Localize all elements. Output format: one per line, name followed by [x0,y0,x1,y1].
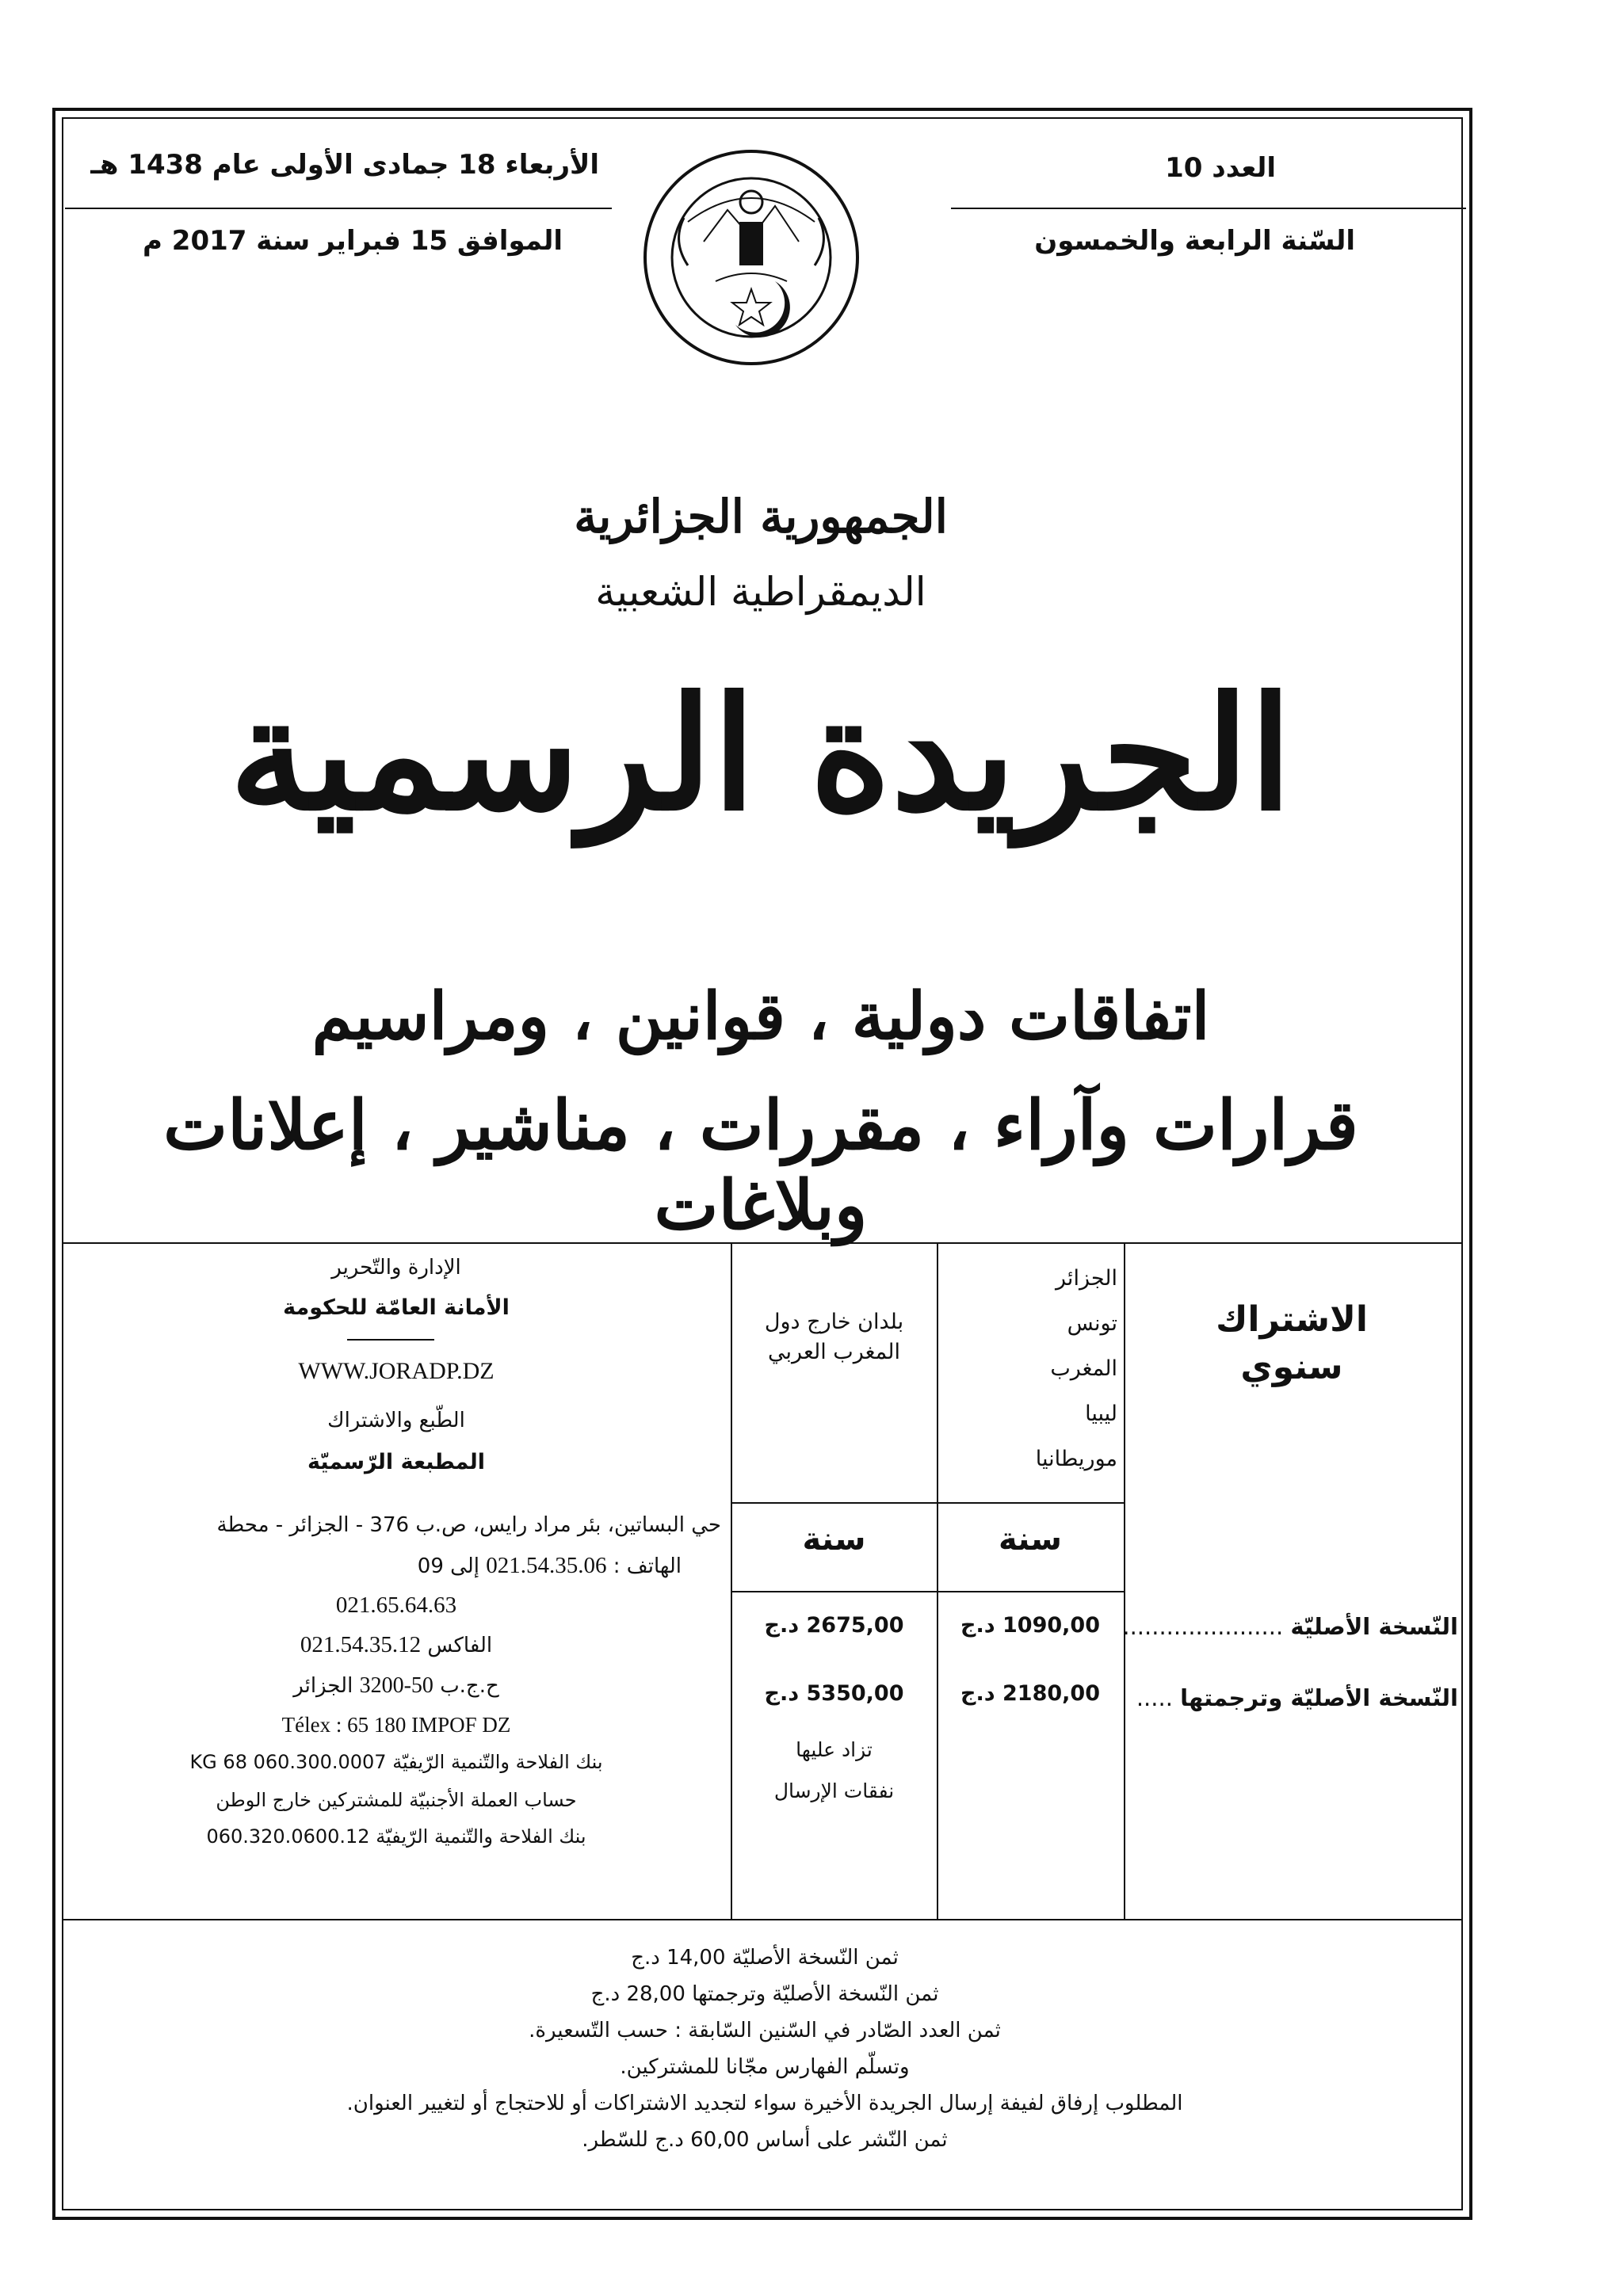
ccp-row [71,1673,721,1699]
main-title: الجريدة الرسمية [229,663,1293,845]
price-translation-foreign: 5350,00 د.ج [764,1681,904,1706]
ccp-label: ح.ج.ب [440,1674,499,1698]
phone-1: 021.54.35.06 [486,1553,607,1578]
original-copy-row [1122,1613,1458,1640]
admin-label: الإدارة والتّحرير [331,1256,461,1280]
hijri-date: الأربعاء 18 جمادى الأولى عام 1438 هـ [90,149,599,181]
footer-line: ثمن النّشر على أساس 60,00 د.ج للسّطر. [582,2128,948,2152]
original-copy-label: النّسخة الأصليّة [1290,1613,1458,1640]
footer-line: ثمن العدد الصّادر في السّنين السّابقة : حسب التّسعيرة. [529,2019,1001,2042]
year-row-top-rule [731,1502,1124,1504]
country-name: ليبيا [1085,1402,1117,1426]
phone-row [238,1553,682,1579]
republic-line-1: الجمهورية الجزائرية [574,490,948,543]
price-translation-maghreb: 2180,00 د.ج [960,1681,1100,1706]
year-header-maghreb: سنة [999,1521,1062,1558]
gregorian-date: الموافق 15 فبراير سنة 2017 م [143,225,563,257]
footer-line: ثمن النّسخة الأصليّة 14,00 د.ج [631,1946,899,1970]
maghreb-country-list [943,1256,1117,1482]
bank-account-2-label: حساب العملة الأجنبيّة للمشتركين خارج الوطن [216,1789,577,1811]
admin-divider [347,1339,434,1341]
phone-label: الهاتف : [613,1554,682,1578]
fax-number: 021.54.35.12 [300,1632,422,1657]
footer-line: المطلوب إرفاق لفيفة إرسال الجريدة الأخيرة سواء لتجديد الاشتراكات أو للاحتجاج أو لتغيير العنوان. [346,2092,1183,2115]
ccp-number: 50-3200 [359,1673,433,1698]
table-top-rule [63,1242,1463,1244]
shipping-note-1: تزاد عليها [796,1738,873,1761]
phone-2: 021.65.64.63 [335,1592,457,1618]
admin-org: الأمانة العامّة للحكومة [283,1295,510,1320]
col-divider-3 [1124,1242,1125,1920]
bank-account-1: بنك الفلاحة والتّنمية الرّيفيّة 060.300.0007 68 KG [189,1751,603,1773]
telex: Télex : 65 180 IMPOF DZ [281,1713,511,1737]
country-name: المغرب [1050,1356,1117,1381]
issue-number: العدد 10 [1165,152,1276,184]
fax-row [71,1632,721,1658]
print-org: المطبعة الرّسميّة [307,1450,486,1474]
header-rule-right [951,208,1466,209]
year-row-bottom-rule [731,1591,1124,1592]
header-rule-left [65,208,612,209]
subscription-label-2: سنوي [1240,1347,1343,1387]
country-name: موريطانيا [1035,1447,1117,1471]
ccp-city: الجزائر [293,1674,353,1698]
republic-line-2: الديمقراطية الشعبية [595,569,926,615]
footer-line: وتسلّم الفهارس مجّانا للمشتركين. [620,2055,910,2079]
print-label: الطّبع والاشتراك [327,1409,465,1432]
translation-copy-label: النّسخة الأصليّة وترجمتها [1180,1684,1458,1711]
foreign-countries-header: بلدان خارج دول المغرب العربي [764,1310,904,1364]
year-header-foreign: سنة [802,1521,866,1558]
address: حي البساتين، بئر مراد رايس، ص.ب 376 - الجزائر - محطة [216,1513,721,1537]
bank-account-2: بنك الفلاحة والتّنمية الرّيفيّة 060.320.0600.12 [206,1825,586,1848]
shipping-note-2: نفقات الإرسال [773,1779,895,1802]
fax-label: الفاكس [427,1634,493,1657]
translation-copy-row [1135,1684,1458,1711]
phone-to: إلى 09 [417,1554,479,1578]
country-name: الجزائر [1056,1266,1117,1291]
price-original-maghreb: 1090,00 د.ج [960,1613,1100,1638]
country-name: تونس [1067,1311,1117,1336]
footer-line: ثمن النّسخة الأصليّة وترجمتها 28,00 د.ج [590,1982,939,2006]
col-divider-1 [731,1242,732,1920]
price-original-foreign: 2675,00 د.ج [764,1613,904,1638]
col-divider-2 [937,1242,938,1920]
website-link[interactable]: WWW.JORADP.DZ [298,1358,495,1384]
footer-notes [95,1939,1434,2158]
national-emblem-icon [640,147,862,368]
year-label: السّنة الرابعة والخمسون [1034,225,1355,257]
table-bottom-rule [63,1919,1463,1920]
translation-copy-dots: ..... [1136,1684,1173,1711]
subscription-label-1: الاشتراك [1216,1299,1368,1340]
original-copy-dots: ...................... [1122,1613,1284,1640]
subtitle-2: قرارات وآراء ، مقررات ، مناشير ، إعلانات وبلاغات [163,1085,1358,1245]
subtitle-1: اتفاقات دولية ، قوانين ، ومراسيم [311,978,1210,1055]
